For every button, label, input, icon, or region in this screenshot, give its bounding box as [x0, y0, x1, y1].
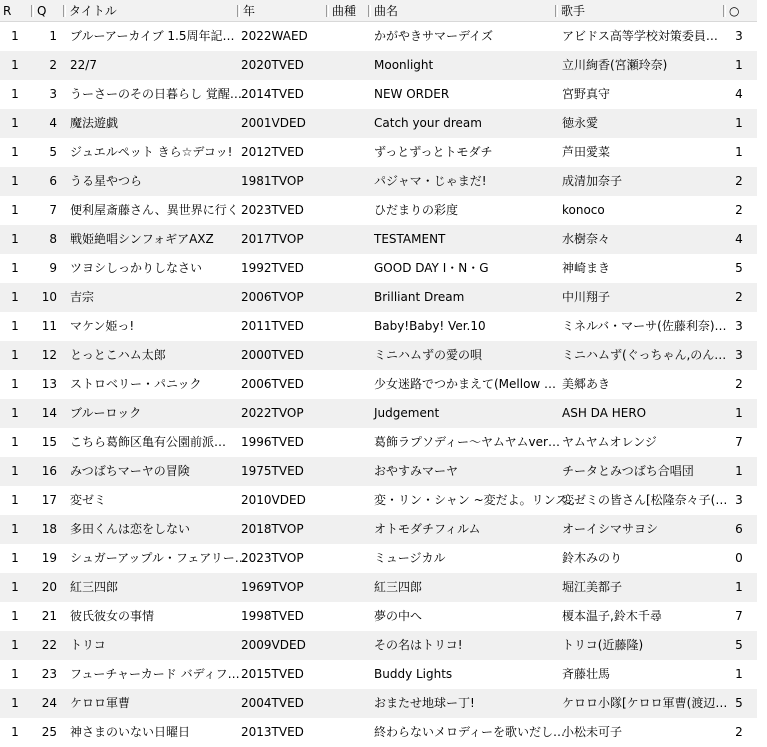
cell-year: 1998TVED [241, 609, 304, 623]
column-header-q[interactable] [28, 0, 60, 22]
cell-song: パジャマ・じゃまだ! [374, 174, 487, 188]
cell-q: 10 [41, 290, 57, 304]
cell-q: 3 [49, 87, 57, 101]
cell-title: シュガーアップル・フェアリー… [70, 551, 247, 565]
table-row[interactable] [0, 80, 767, 109]
cell-artist: ミニハムず(ぐっちゃん,のん… [562, 348, 727, 362]
table-row[interactable] [0, 718, 767, 747]
cell-artist: 芦田愛菜 [562, 145, 611, 159]
cell-r: 1 [11, 261, 19, 275]
cell-r: 1 [11, 58, 19, 72]
cell-song: ひだまりの彩度 [374, 203, 459, 217]
cell-artist: 宮野真守 [562, 87, 611, 101]
cell-o: 5 [735, 638, 743, 652]
vertical-scrollbar[interactable] [757, 0, 767, 747]
cell-q: 21 [41, 609, 57, 623]
cell-r: 1 [11, 29, 19, 43]
cell-genre [327, 544, 371, 573]
column-resize-grip[interactable] [368, 5, 371, 17]
cell-year: 2020TVED [241, 58, 304, 72]
cell-o: 1 [735, 116, 743, 130]
cell-q: 20 [41, 580, 57, 594]
cell-o: 3 [735, 348, 743, 362]
cell-q: 14 [41, 406, 57, 420]
cell-song: 葛飾ラプソディー〜ヤムヤムver… [374, 435, 560, 449]
cell-genre [327, 370, 371, 399]
table-row[interactable] [0, 631, 767, 660]
table-row[interactable] [0, 457, 767, 486]
cell-o: 6 [735, 522, 743, 536]
cell-title: うーさーのその日暮らし 覚醒… [70, 87, 242, 101]
cell-artist: 鈴木みのり [562, 551, 623, 565]
cell-q: 12 [41, 348, 57, 362]
table-row[interactable] [0, 254, 767, 283]
column-header-o[interactable] [720, 0, 757, 22]
cell-title: 紅三四郎 [70, 580, 119, 594]
cell-artist: ASH DA HERO [562, 406, 647, 420]
cell-o: 1 [735, 464, 743, 478]
cell-genre [327, 283, 371, 312]
cell-r: 1 [11, 609, 19, 623]
column-header-song[interactable] [365, 0, 552, 22]
cell-genre [327, 22, 371, 51]
cell-o: 4 [735, 87, 743, 101]
cell-year: 2000TVED [241, 348, 304, 362]
cell-q: 4 [49, 116, 57, 130]
cell-r: 1 [11, 464, 19, 478]
table-row[interactable] [0, 51, 767, 80]
cell-q: 2 [49, 58, 57, 72]
cell-r: 1 [11, 725, 19, 739]
cell-artist: 立川絢香(宮瀬玲奈) [562, 58, 668, 72]
cell-title: ケロロ軍曹 [70, 696, 131, 710]
cell-artist: ミネルバ・マーサ(佐藤利奈)… [562, 319, 727, 333]
cell-genre [327, 225, 371, 254]
cell-q: 16 [41, 464, 57, 478]
cell-q: 13 [41, 377, 57, 391]
cell-title: 多田くんは恋をしない [70, 522, 191, 536]
table-row[interactable] [0, 399, 767, 428]
cell-song: 夢の中へ [374, 609, 423, 623]
cell-song: その名はトリコ! [374, 638, 463, 652]
cell-genre [327, 312, 371, 341]
cell-genre [327, 428, 371, 457]
cell-song: Baby!Baby! Ver.10 [374, 319, 486, 333]
table-row[interactable] [0, 138, 767, 167]
cell-genre [327, 631, 371, 660]
table-row[interactable] [0, 312, 767, 341]
cell-r: 1 [11, 290, 19, 304]
column-header-artist[interactable] [552, 0, 720, 22]
cell-artist: 斉藤壮馬 [562, 667, 611, 681]
cell-year: 2012TVED [241, 145, 304, 159]
column-header-o-label: ○ [729, 4, 740, 18]
table-row[interactable] [0, 660, 767, 689]
cell-genre [327, 80, 371, 109]
cell-o: 2 [735, 203, 743, 217]
table-row[interactable] [0, 428, 767, 457]
cell-genre [327, 167, 371, 196]
cell-year: 1969TVOP [241, 580, 304, 594]
cell-r: 1 [11, 377, 19, 391]
cell-title: 吉宗 [70, 290, 95, 304]
cell-r: 1 [11, 174, 19, 188]
cell-o: 2 [735, 725, 743, 739]
table-row[interactable] [0, 109, 767, 138]
cell-title: 魔法遊戯 [70, 116, 119, 130]
table-row[interactable] [0, 689, 767, 718]
cell-q: 11 [41, 319, 57, 333]
cell-q: 5 [49, 145, 57, 159]
cell-artist: チータとみつばち合唱団 [562, 464, 694, 478]
cell-year: 1992TVED [241, 261, 304, 275]
cell-o: 1 [735, 580, 743, 594]
cell-artist: 中川翔子 [562, 290, 611, 304]
cell-title: みつばちマーヤの冒険 [70, 464, 190, 478]
cell-genre [327, 718, 371, 747]
cell-o: 1 [735, 667, 743, 681]
cell-r: 1 [11, 580, 19, 594]
cell-title: ジュエルペット きら☆デコッ! [70, 145, 233, 159]
cell-artist: 水樹奈々 [562, 232, 611, 246]
column-header-bar [0, 0, 767, 22]
cell-year: 2009VDED [241, 638, 306, 652]
cell-year: 2015TVED [241, 667, 304, 681]
column-header-r-label: R [3, 4, 12, 18]
cell-r: 1 [11, 87, 19, 101]
table-row[interactable] [0, 370, 767, 399]
cell-artist: オーイシマサヨシ [562, 522, 659, 536]
cell-year: 2022TVOP [241, 406, 304, 420]
cell-genre [327, 399, 371, 428]
cell-q: 18 [41, 522, 57, 536]
cell-title: ブルーロック [70, 406, 142, 420]
cell-year: 2004TVED [241, 696, 304, 710]
cell-genre [327, 689, 371, 718]
cell-song: Judgement [374, 406, 440, 420]
cell-title: マケン姫っ! [70, 319, 135, 333]
table-row[interactable] [0, 341, 767, 370]
cell-r: 1 [11, 638, 19, 652]
cell-artist: 成清加奈子 [562, 174, 623, 188]
cell-o: 1 [735, 58, 743, 72]
cell-o: 5 [735, 696, 743, 710]
cell-title: とっとこハム太郎 [70, 348, 166, 362]
cell-artist: 徳永愛 [562, 116, 599, 130]
cell-o: 7 [735, 435, 743, 449]
column-header-year[interactable] [234, 0, 323, 22]
cell-year: 1975TVED [241, 464, 304, 478]
cell-q: 24 [41, 696, 57, 710]
cell-genre [327, 254, 371, 283]
cell-song: Catch your dream [374, 116, 482, 130]
cell-title: フューチャーカード バディフ… [70, 667, 240, 681]
column-header-genre-label: 曲種 [332, 4, 357, 18]
cell-r: 1 [11, 203, 19, 217]
cell-o: 1 [735, 145, 743, 159]
cell-year: 2001VDED [241, 116, 306, 130]
cell-song: Moonlight [374, 58, 434, 72]
cell-song: 紅三四郎 [374, 580, 423, 594]
cell-title: ツヨシしっかりしなさい [70, 261, 203, 275]
cell-artist: 小松未可子 [562, 725, 623, 739]
cell-r: 1 [11, 435, 19, 449]
cell-genre [327, 486, 371, 515]
cell-artist: ケロロ小隊[ケロロ軍曹(渡辺… [562, 696, 728, 710]
cell-genre [327, 341, 371, 370]
cell-genre [327, 109, 371, 138]
cell-song: ミニハムずの愛の唄 [374, 348, 483, 362]
cell-year: 2013TVED [241, 725, 304, 739]
cell-q: 23 [41, 667, 57, 681]
cell-title: こちら葛飾区亀有公園前派… [70, 435, 227, 449]
cell-song: 終わらないメロディーを歌いだし… [374, 725, 566, 739]
cell-year: 2023TVED [241, 203, 304, 217]
cell-o: 2 [735, 174, 743, 188]
cell-song: おまたせ地球ー丁! [374, 696, 475, 710]
cell-song: 少女迷路でつかまえて(Mellow … [374, 377, 557, 391]
table-row[interactable] [0, 573, 767, 602]
cell-song: かがやきサマーデイズ [374, 29, 494, 43]
cell-o: 1 [735, 406, 743, 420]
cell-r: 1 [11, 145, 19, 159]
cell-song: GOOD DAY I・N・G [374, 261, 489, 275]
cell-year: 2023TVOP [241, 551, 304, 565]
cell-artist: 榎本温子,鈴木千尋 [562, 609, 662, 623]
column-header-title-label: タイトル [69, 4, 117, 18]
cell-year: 2022WAED [241, 29, 308, 43]
table-row[interactable] [0, 602, 767, 631]
cell-r: 1 [11, 522, 19, 536]
cell-song: Brilliant Dream [374, 290, 465, 304]
cell-year: 2017TVOP [241, 232, 304, 246]
cell-song: TESTAMENT [374, 232, 446, 246]
cell-o: 2 [735, 290, 743, 304]
cell-q: 22 [41, 638, 57, 652]
cell-q: 7 [49, 203, 57, 217]
cell-q: 9 [49, 261, 57, 275]
table-row[interactable] [0, 225, 767, 254]
cell-artist: 変ゼミの皆さん[松隆奈々子(… [562, 493, 728, 507]
cell-year: 1996TVED [241, 435, 304, 449]
cell-song: 変・リン・シャン ~変だよ。リンス… [374, 493, 580, 507]
cell-r: 1 [11, 319, 19, 333]
cell-year: 1981TVOP [241, 174, 304, 188]
cell-q: 15 [41, 435, 57, 449]
cell-genre [327, 602, 371, 631]
cell-year: 2006TVOP [241, 290, 304, 304]
cell-r: 1 [11, 406, 19, 420]
column-resize-grip[interactable] [31, 5, 34, 17]
table-row[interactable] [0, 515, 767, 544]
cell-genre [327, 660, 371, 689]
column-header-title[interactable] [60, 0, 234, 22]
cell-r: 1 [11, 116, 19, 130]
cell-year: 2006TVED [241, 377, 304, 391]
cell-genre [327, 573, 371, 602]
cell-genre [327, 138, 371, 167]
cell-artist: 神崎まき [562, 261, 611, 275]
cell-genre [327, 196, 371, 225]
column-header-r[interactable] [0, 0, 28, 22]
cell-r: 1 [11, 696, 19, 710]
cell-year: 2010VDED [241, 493, 306, 507]
cell-o: 3 [735, 493, 743, 507]
cell-title: トリコ [70, 638, 106, 652]
cell-title: 彼氏彼女の事情 [70, 609, 155, 623]
cell-genre [327, 515, 371, 544]
cell-title: ブルーアーカイブ 1.5周年記… [70, 29, 235, 43]
cell-year: 2014TVED [241, 87, 304, 101]
cell-r: 1 [11, 232, 19, 246]
cell-artist: 美郷あき [562, 377, 611, 391]
column-header-q-label: Q [37, 4, 47, 18]
cell-title: 戦姫絶唱シンフォギアAXZ [70, 232, 214, 246]
cell-r: 1 [11, 493, 19, 507]
column-resize-grip[interactable] [723, 5, 726, 17]
table-row[interactable] [0, 196, 767, 225]
cell-title: 便利屋斎藤さん、異世界に行く [70, 203, 239, 217]
cell-r: 1 [11, 667, 19, 681]
cell-year: 2018TVOP [241, 522, 304, 536]
cell-title: 変ゼミ [70, 493, 107, 507]
cell-q: 25 [41, 725, 57, 739]
cell-r: 1 [11, 348, 19, 362]
cell-title: うる星やつら [70, 174, 143, 188]
cell-title: ストロベリー・パニック [70, 377, 202, 391]
column-resize-grip[interactable] [555, 5, 558, 17]
cell-r: 1 [11, 551, 19, 565]
cell-o: 2 [735, 377, 743, 391]
cell-song: ずっとずっとトモダチ [374, 145, 493, 159]
cell-q: 1 [49, 29, 57, 43]
column-resize-grip[interactable] [237, 5, 240, 17]
cell-genre [327, 51, 371, 80]
column-resize-grip[interactable] [326, 5, 329, 17]
cell-o: 0 [735, 551, 743, 565]
cell-song: おやすみマーヤ [374, 464, 459, 478]
cell-q: 8 [49, 232, 57, 246]
cell-o: 5 [735, 261, 743, 275]
column-resize-grip[interactable] [63, 5, 66, 17]
table-row[interactable] [0, 544, 767, 573]
table-row[interactable] [0, 167, 767, 196]
cell-year: 2011TVED [241, 319, 304, 333]
column-header-song-label: 曲名 [374, 4, 399, 18]
cell-title: 神さまのいない日曜日 [70, 725, 191, 739]
cell-song: NEW ORDER [374, 87, 450, 101]
cell-artist: トリコ(近藤隆) [562, 638, 644, 652]
cell-o: 3 [735, 319, 743, 333]
cell-song: ミュージカル [374, 551, 446, 565]
table-row[interactable] [0, 486, 767, 515]
cell-title: 22/7 [70, 58, 97, 72]
table-row[interactable] [0, 283, 767, 312]
cell-artist: konoco [562, 203, 605, 217]
cell-o: 7 [735, 609, 743, 623]
cell-o: 4 [735, 232, 743, 246]
cell-o: 3 [735, 29, 743, 43]
table-row[interactable] [0, 22, 767, 51]
cell-genre [327, 457, 371, 486]
cell-q: 17 [41, 493, 57, 507]
cell-artist: 堀江美都子 [562, 580, 623, 594]
column-header-year-label: 年 [243, 4, 256, 18]
column-header-genre[interactable] [323, 0, 365, 22]
cell-artist: ヤムヤムオレンジ [562, 435, 657, 449]
cell-artist: アビドス高等学校対策委員… [562, 29, 718, 43]
cell-song: Buddy Lights [374, 667, 453, 681]
cell-q: 19 [41, 551, 57, 565]
cell-song: オトモダチフィルム [374, 522, 481, 536]
cell-q: 6 [49, 174, 57, 188]
column-header-artist-label: 歌手 [561, 4, 586, 18]
